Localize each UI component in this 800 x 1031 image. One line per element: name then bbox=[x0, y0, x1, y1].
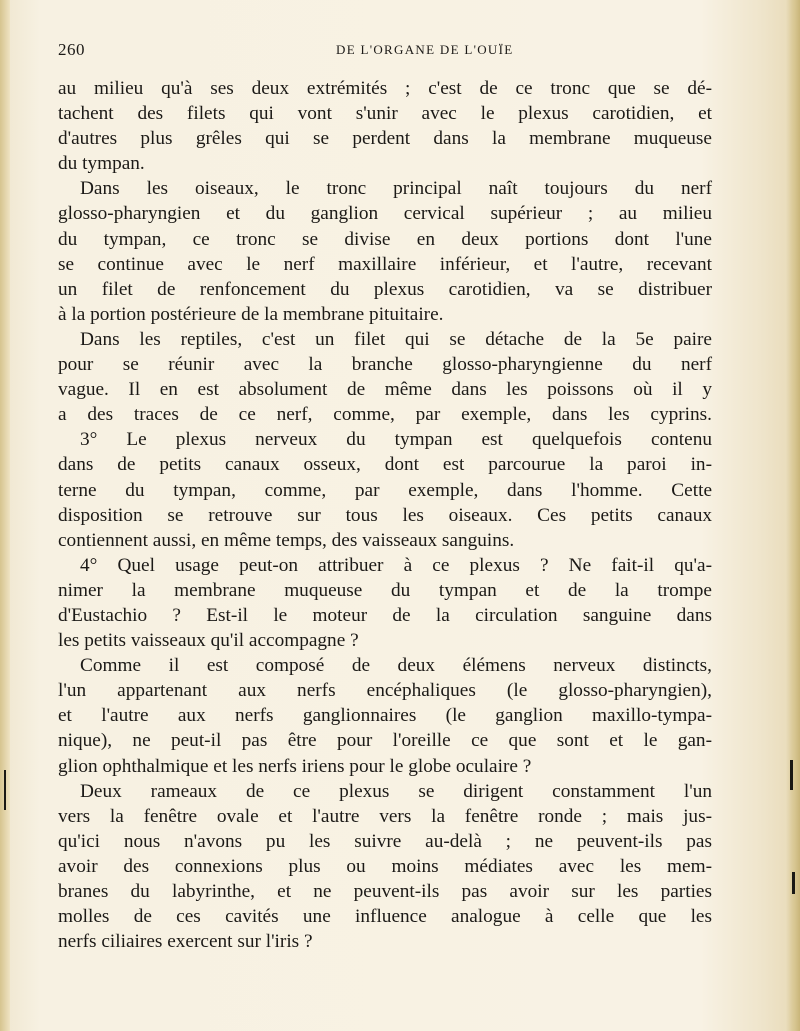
text-line: dans de petits canaux osseux, dont est parcourue la paroi in- bbox=[58, 454, 712, 476]
text-line: d'autres plus grêles qui se perdent dans la membrane muqueuse bbox=[58, 128, 712, 150]
text-line: tachent des filets qui vont s'unir avec le plexus carotidien, et bbox=[58, 103, 712, 125]
text-line: terne du tympan, comme, par exemple, dans l'homme. Cette bbox=[58, 479, 712, 501]
text-line: et l'autre aux nerfs ganglionnaires (le ganglion maxillo-tympa- bbox=[58, 705, 712, 727]
text-line: au milieu qu'à ses deux extrémités ; c'est de ce tronc que se dé- bbox=[58, 78, 712, 99]
text-line: les petits vaisseaux qu'il accompagne ? bbox=[58, 630, 359, 652]
text-line: se continue avec le nerf maxillaire inférieur, et l'autre, recevant bbox=[58, 253, 712, 275]
text-line: a des traces de ce nerf, comme, par exemple, dans les cyprins. bbox=[58, 404, 712, 426]
text-line: disposition se retrouve sur tous les oiseaux. Ces petits canaux bbox=[58, 504, 712, 526]
text-line: glosso-pharyngien et du ganglion cervical supérieur ; au milieu bbox=[58, 203, 712, 225]
page-header bbox=[58, 40, 708, 64]
text-line: glion ophthalmique et les nerfs iriens pour le globe oculaire ? bbox=[58, 755, 532, 777]
text-line: contiennent aussi, en même temps, des vaisseaux sanguins. bbox=[58, 529, 515, 551]
text-line: vers la fenêtre ovale et l'autre vers la fenêtre ronde ; mais jus- bbox=[58, 805, 712, 827]
body-text bbox=[58, 76, 712, 954]
text-line: vague. Il en est absolument de même dans les poissons où il y bbox=[58, 379, 712, 401]
text-line: Dans les oiseaux, le tronc principal naît toujours du nerf bbox=[80, 178, 712, 200]
text-line: Deux rameaux de ce plexus se dirigent constamment l'un bbox=[80, 780, 712, 802]
text-line: nerfs ciliaires exercent sur l'iris ? bbox=[58, 931, 313, 953]
text-line: 4° Quel usage peut-on attribuer à ce plexus ? Ne fait-il qu'a- bbox=[80, 554, 712, 576]
margin-mark bbox=[790, 760, 793, 790]
text-line: l'un appartenant aux nerfs encéphaliques (le glosso-pharyngien), bbox=[58, 680, 712, 702]
running-head: DE L'ORGANE DE L'OUÏE bbox=[336, 42, 514, 57]
text-line: du tympan, ce tronc se divise en deux portions dont l'une bbox=[58, 228, 712, 250]
margin-mark bbox=[4, 770, 6, 810]
page-number: 260 bbox=[58, 40, 85, 59]
text-line: nimer la membrane muqueuse du tympan et de la trompe bbox=[58, 579, 712, 601]
text-line: avoir des connexions plus ou moins médiates avec les mem- bbox=[58, 855, 712, 877]
text-line: molles de ces cavités une influence analogue à celle que les bbox=[58, 906, 712, 928]
text-line: à la portion postérieure de la membrane pituitaire. bbox=[58, 303, 444, 325]
text-line: branes du labyrinthe, et ne peuvent-ils pas avoir sur les parties bbox=[58, 881, 712, 902]
text-line: du tympan. bbox=[58, 153, 145, 175]
text-line: qu'ici nous n'avons pu les suivre au-delà ; ne peuvent-ils pas bbox=[58, 830, 712, 852]
text-line: nique), ne peut-il pas être pour l'oreille ce que sont et le gan- bbox=[58, 730, 712, 752]
page-gutter-left bbox=[0, 0, 10, 1031]
text-line: Comme il est composé de deux élémens nerveux distincts, bbox=[80, 655, 712, 677]
text-line: pour se réunir avec la branche glosso-pharyngienne du nerf bbox=[58, 354, 712, 376]
text-line: Dans les reptiles, c'est un filet qui se détache de la 5e paire bbox=[80, 328, 712, 350]
text-line: d'Eustachio ? Est-il le moteur de la circulation sanguine dans bbox=[58, 604, 712, 626]
margin-mark bbox=[792, 872, 795, 894]
text-line: 3° Le plexus nerveux du tympan est quelquefois contenu bbox=[80, 429, 712, 451]
text-line: un filet de renfoncement du plexus carotidien, va se distribuer bbox=[58, 278, 712, 300]
